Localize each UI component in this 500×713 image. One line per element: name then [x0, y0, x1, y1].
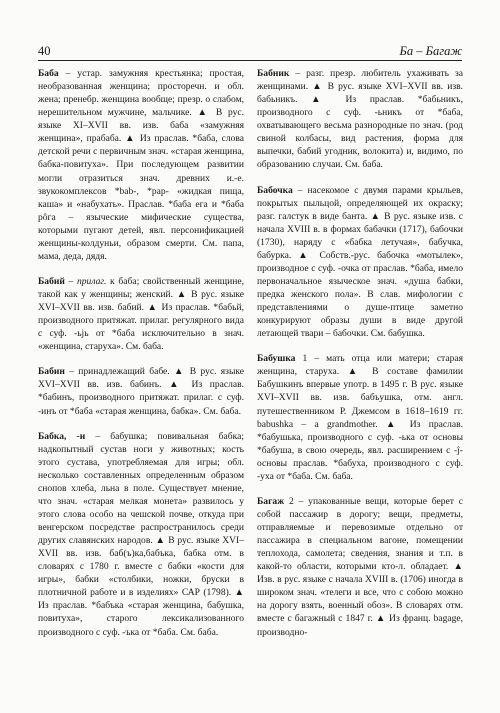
headword: Бабушка: [257, 353, 296, 365]
left-column: [38, 67, 244, 639]
headword: Баба: [38, 68, 59, 79]
entry-text: – принадлежащий бабе. ▲ В рус. языке XVI–XVII вв. изв. бабинъ. ▲ Из праслав. *бабинъ, производного притяжат. прилаг. с суф. -инъ от *баба «старая женщина, бабка». См. баба.: [38, 366, 244, 417]
entry-text: 1 – мать отца или матери; старая женщина, старуха. ▲ В составе фамилии Бабушкинъ впервые употр. в 1495 г. В рус. языке XVI–XVII вв. изв. бабъушка, отм. англ. путешественником Р. Джемсом в 1618–1619 гг. babushka – a grandmother. ▲ Из праслав. *бабушька, производного с суф. -ька от основы *бабуша, в свою очередь, явл. расширением с -ĵ- основы праслав. *бабуха, производного с суф. -уха от *баба. См. баба.: [257, 353, 463, 482]
running-title: Ба – Багаж: [399, 44, 462, 58]
entry-text: – разг. презр. любитель ухаживать за женщинами. ▲ В рус. языке XVI–XVII вв. изв. бабьникъ. ▲ Из праслав. *бабьникъ, производного с суф. -ьникъ от *баба, охватывающего весьма разнородные по знач. (род свиной колбасы, вид растения, форма для выпечки, бабий угодник, волокита) и, видимо, по образованию случаи. См. баба.: [257, 68, 463, 171]
entry-babiy: [38, 275, 244, 353]
grammar-label: – прилаг.: [64, 275, 107, 287]
headword: Бабин: [38, 366, 65, 378]
entry-babin: [38, 365, 244, 417]
entry-babochka: [257, 184, 463, 341]
headword: Бабочка: [257, 184, 293, 196]
entry-text: – бабушка; повивальная бабка; надкопытный сустав ноги у животных; кость этого сустава, употребляемая для игры; обл. несколько составленных определенным образом снопов хлеба, льна в поле. Существует мнение, что знач. «старая мелкая монета» развилось у этого слова особо на чешской почве, откуда при венгерском посредстве распространилось среди других славянских народов. ▲ В рус. языке XVI–XVII вв. изв. баб(ъ)ка,бабъка, бабка отм. в словарях с 1780 г. вместе с бабки «кости для игры», бабки «столбики, ножки, бруски в плотничной работе и в изделиях» САР (1798). ▲ Из праслав. *бабъка «старая женщина, бабушка, повитуха», старого лексикализованного производного с суф. -ъка от *баба. См. баба.: [38, 430, 245, 638]
headword: Бабник: [257, 68, 290, 79]
entry-babnik: [257, 67, 463, 172]
headword: Бабка, -и: [38, 430, 86, 442]
header-rule: [38, 60, 462, 61]
entry-text: к баба; свойственный женщине, такой как у женщины; женский. ▲ В рус. языке XVI–XVII вв. изв. бабий. ▲ Из праслав. *бабьй, производного притяжат. прилаг. регулярного вида с суф. -ьјь от *баба исключительно в знач. «женщина, старуха». См. баба.: [38, 275, 244, 353]
entry-babushka: [257, 352, 463, 483]
page-number: 40: [38, 44, 51, 58]
entry-babka: [38, 430, 244, 639]
entry-text: – устар. замужняя крестьянка; простая, необразованная женщина; просторечн. и обл. жена; пренебр. женщина вообще; презр. о слабом, нерешительном мужчине, мальчике. ▲ В рус. языке XI–XVII вв. изв. баба «замужняя женщина», прабаба. ▲ Из праслав. *баба, слова детской речи с первичным знач. «старая женщина, бабка-повитуха». При последующем развитии могли отразиться знач. древних и.-е. звукокомплексов *bab-, *pap- «жидкая пища, каша» и «набухать». Праслав. *баба ега и *баба рôга – языческие мифические существа, которыми пугают детей, явл. персонификацией женщины-колдуньи, образом смерти. См. папа, мама, деда, дядя.: [38, 68, 244, 262]
entry-baba: [38, 67, 244, 263]
entry-text: – насекомое с двумя парами крыльев, покрытых пыльцой, определяющей их окраску; разг. галстук в виде банта. ▲ В рус. языке изв. с начала XVIII в. в формах бабачки (1717), бабочки (1730), наряду с «бабка летучая», бабучка, бабурка. ▲ Собств.-рус. бабочка «мотылек», производное с суф. -очка от праслав. *баба, имело первоначальное языческое знач. «душа бабки, предка женского пола». В слав. мифологии с представлениями о душе-птице заметно конкурируют образы души в виде другой летающей твари – бабочки. См. бабушка.: [257, 184, 463, 340]
headword: Бабий: [38, 275, 65, 287]
entry-bagazh: [257, 495, 463, 639]
entry-text: 2 – упакованные вещи, которые берет с собой пассажир в дорогу; вещи, предметы, отправляемые и перевозимые отдельно от пассажира в специальном вагоне, помещении теплохода, самолета; сведения, знания и т.п. в какой-то области, которыми кто-л. обладает. ▲ Изв. в рус. языке с начала XVIII в. (1706) иногда в широком знач. «телеги и все, что с собою можно на дорогу взять, военный обоз». В словарях отм. вместе с багажный с 1847 г. ▲ Из франц. bagage, производно-: [257, 495, 463, 638]
right-column: [257, 67, 463, 639]
headword: Багаж: [257, 495, 285, 507]
